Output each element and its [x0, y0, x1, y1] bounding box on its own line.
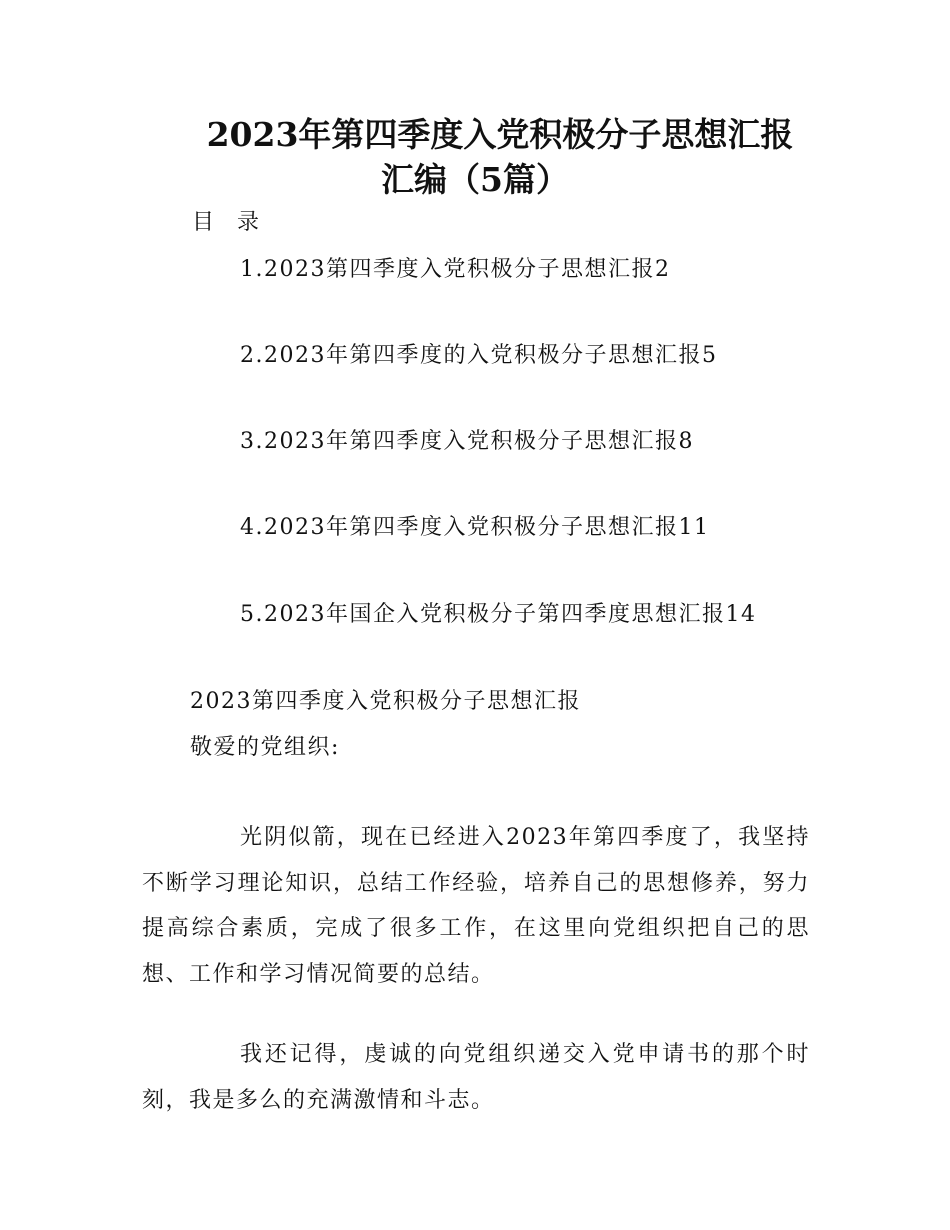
toc-item-1[interactable]: 1.2023第四季度入党积极分子思想汇报2 — [240, 257, 671, 282]
document-title-line-1: 2023年第四季度入党积极分子思想汇报 — [206, 115, 794, 154]
salutation: 敬爱的党组织: — [190, 735, 340, 760]
section-title: 2023第四季度入党积极分子思想汇报 — [190, 689, 581, 714]
toc-item-5[interactable]: 5.2023年国企入党积极分子第四季度思想汇报14 — [240, 602, 757, 627]
body-paragraph-2: 我还记得，虔诚的向党组织递交入党申请书的那个时刻，我是多么的充满激情和斗志。 — [142, 1042, 810, 1113]
toc-heading: 目 录 — [192, 210, 267, 235]
toc-item-4[interactable]: 4.2023年第四季度入党积极分子思想汇报11 — [240, 515, 710, 540]
toc-item-3[interactable]: 3.2023年第四季度入党积极分子思想汇报8 — [240, 429, 694, 454]
toc-item-2[interactable]: 2.2023年第四季度的入党积极分子思想汇报5 — [240, 343, 718, 368]
document-title-line-2: 汇编（5篇） — [381, 160, 569, 199]
body-paragraph-1: 光阴似箭，现在已经进入2023年第四季度了，我坚持不断学习理论知识，总结工作经验，培养自己的思想修养，努力提高综合素质，完成了很多工作，在这里向党组织把自己的思想、工作和学习情况简要的总结。 — [142, 825, 810, 987]
